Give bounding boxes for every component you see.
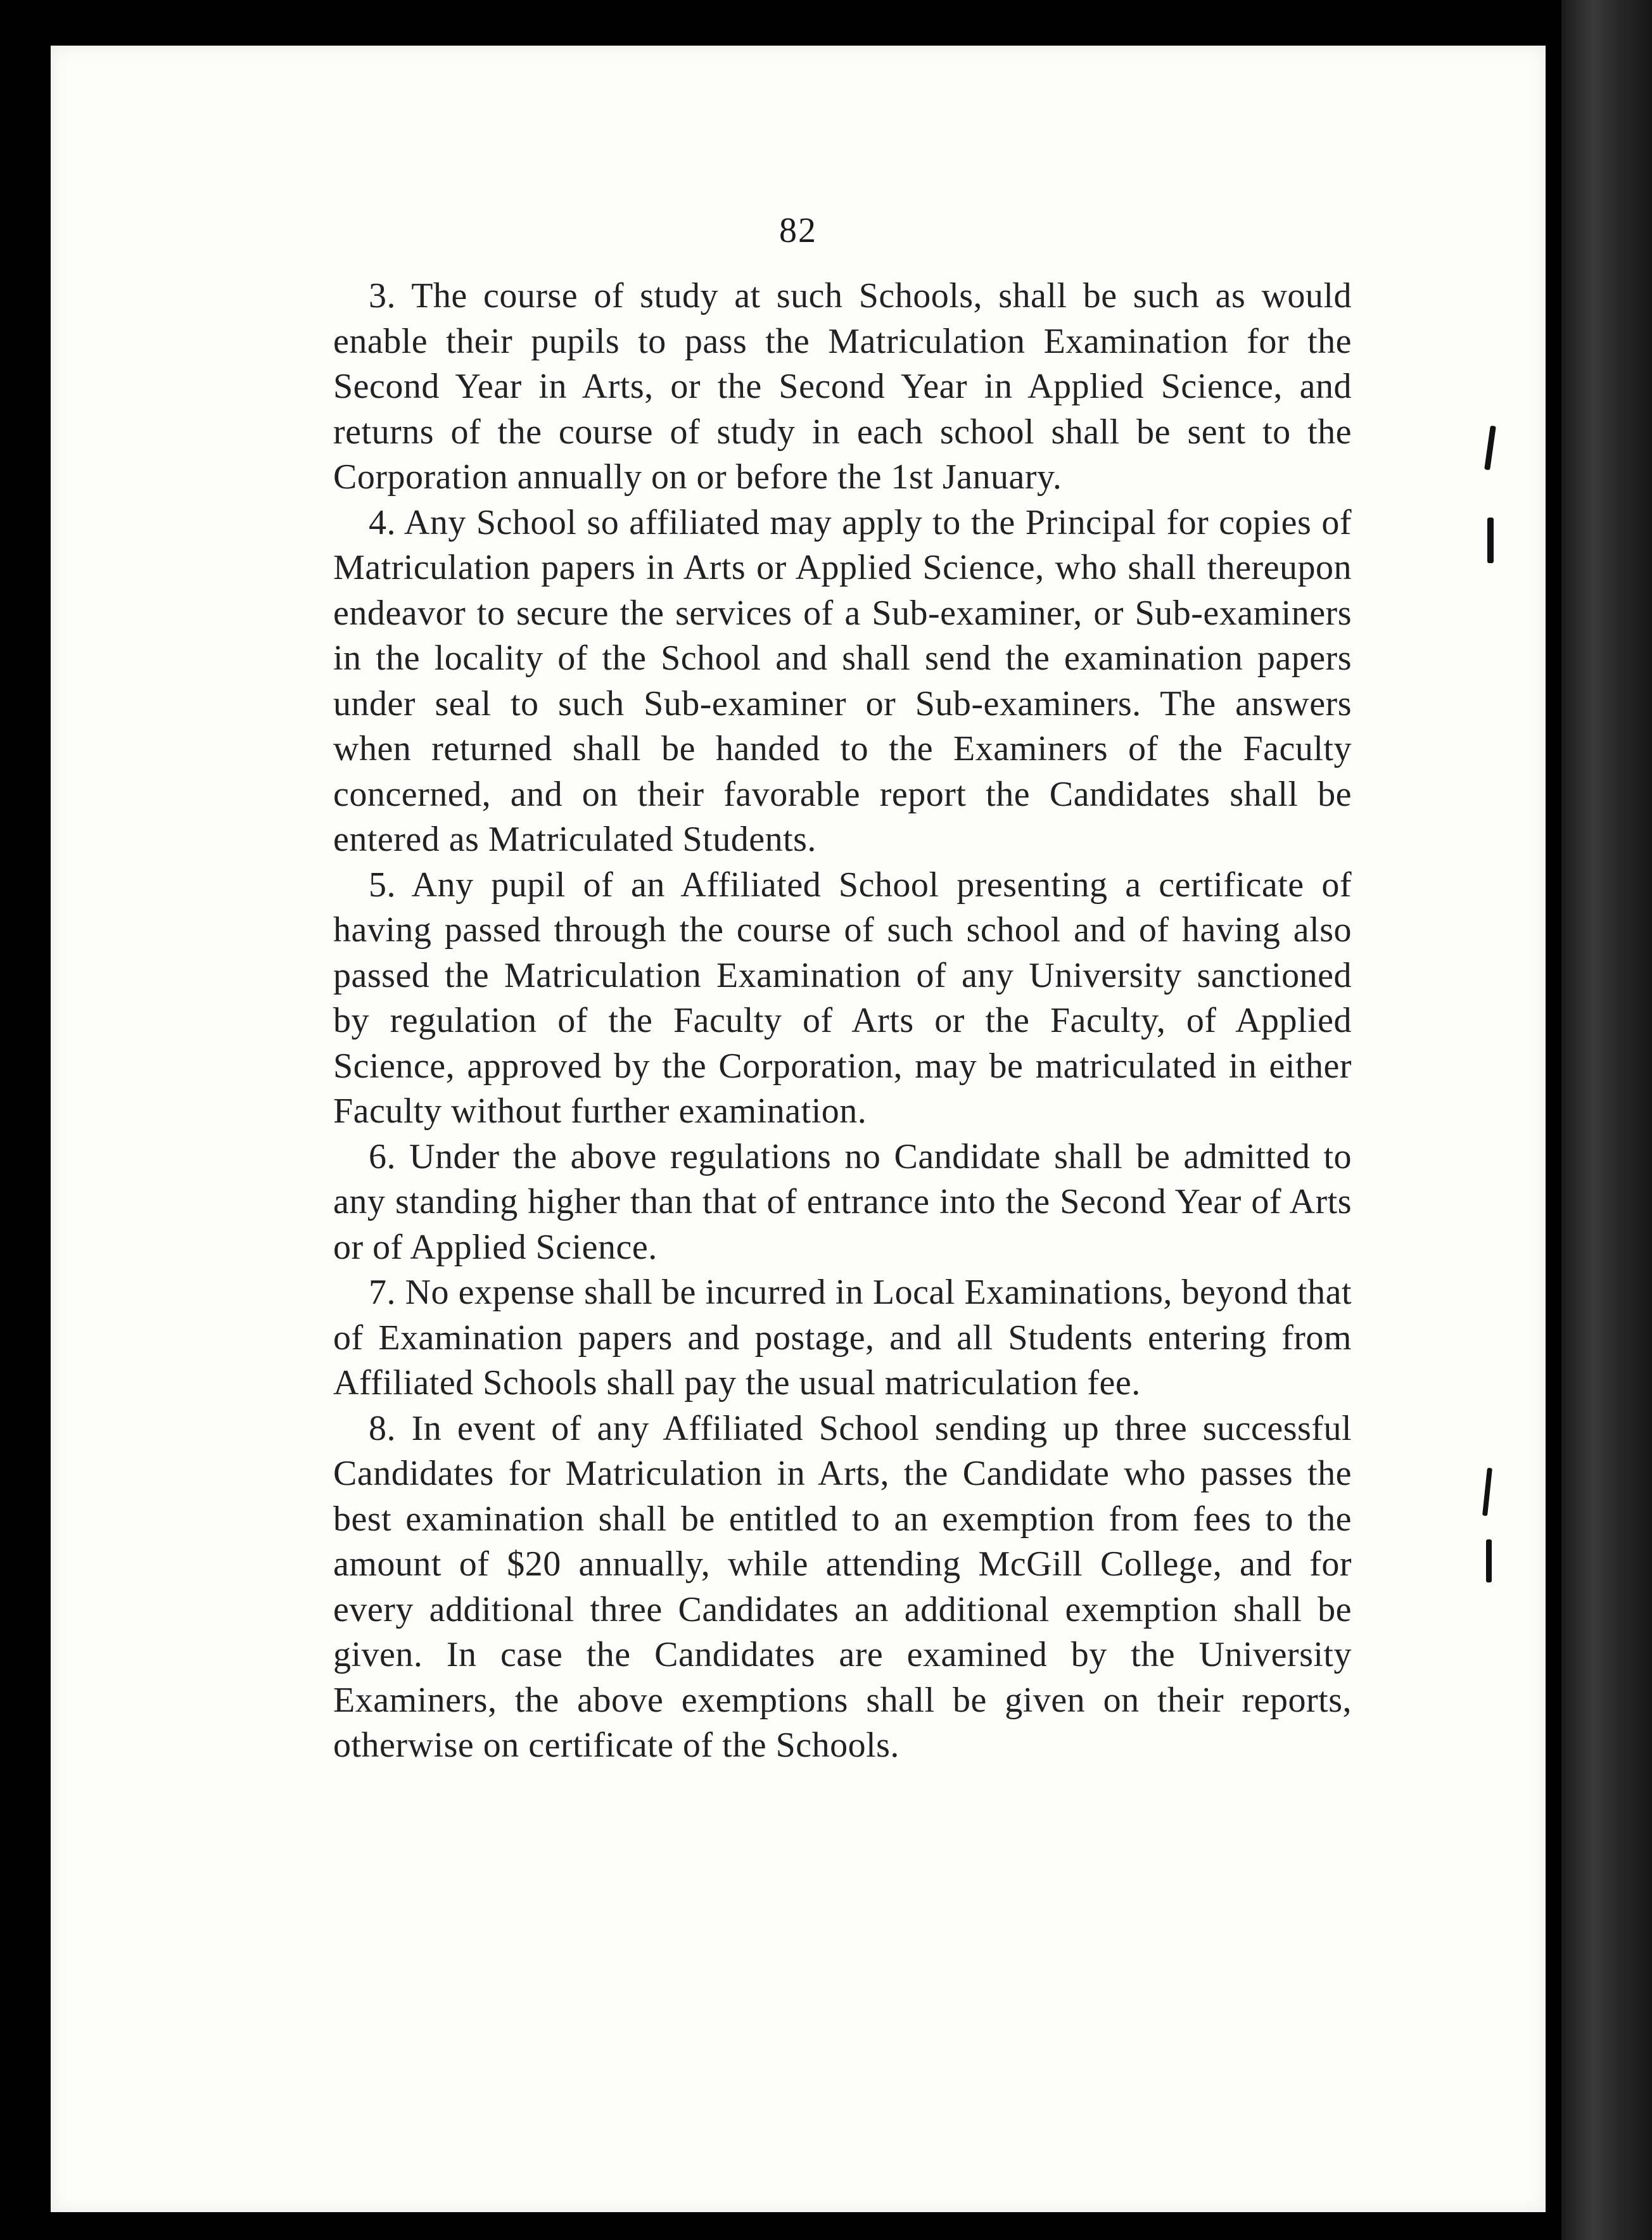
paragraph-7: 7. No expense shall be incurred in Local Examinations, beyond that of Examination papers and postage, and all Students entering from Affiliated Schools shall pay the usual matriculation fee. [333, 1273, 1352, 1403]
document-page [51, 46, 1546, 2212]
margin-ink-mark [1487, 518, 1494, 563]
paragraph-8: 8. In event of any Affiliated School sending up three successful Candidates for Matriculation in Arts, the Candidate who passes the best examination shall be entitled to an exemption from fees to the amount of $20 annually, while attending McGill College, and for every additional three Candidates an additional exemption shall be given. In case the Candidates are examined by the University Examiners, the above exemptions shall be given on their reports, otherwise on certificate of the Schools. [333, 1408, 1352, 1765]
paragraph-4: 4. Any School so affiliated may apply to the Principal for copies of Matriculation papers in Arts or Applied Science, who shall thereupon endeavor to secure the services of a Sub-examiner, or Sub-examiners in the locality of the School and shall send the examination papers under seal to such Sub-examiner or Sub-examiners. The answers when returned shall be handed to the Examiners of the Faculty concerned, and on their favorable report the Candidates shall be entered as Matriculated Students. [333, 502, 1352, 859]
paragraph-3: 3. The course of study at such Schools, shall be such as would enable their pupils to pass the Matriculation Examination for the Second Year in Arts, or the Second Year in Applied Science, and returns of the course of study in each school shall be sent to the Corporation annually on or before the 1st January. [333, 276, 1352, 497]
margin-ink-mark [1486, 1539, 1492, 1582]
body-text [333, 274, 1352, 1769]
page-number: 82 [779, 211, 817, 250]
margin-ink-mark [1482, 1468, 1492, 1516]
book-edge [1561, 0, 1652, 2240]
paragraph-5: 5. Any pupil of an Affiliated School presenting a certificate of having passed through the course of such school and of having also passed the Matriculation Examination of any University sanctioned by regulation of the Faculty of Arts or the Faculty, of Applied Science, approved by the Corporation, may be matriculated in either Faculty without further examination. [333, 865, 1352, 1131]
paragraph-6: 6. Under the above regulations no Candidate shall be admitted to any standing higher than that of entrance into the Second Year of Arts or of Applied Science. [333, 1136, 1352, 1267]
margin-ink-mark [1484, 426, 1496, 471]
